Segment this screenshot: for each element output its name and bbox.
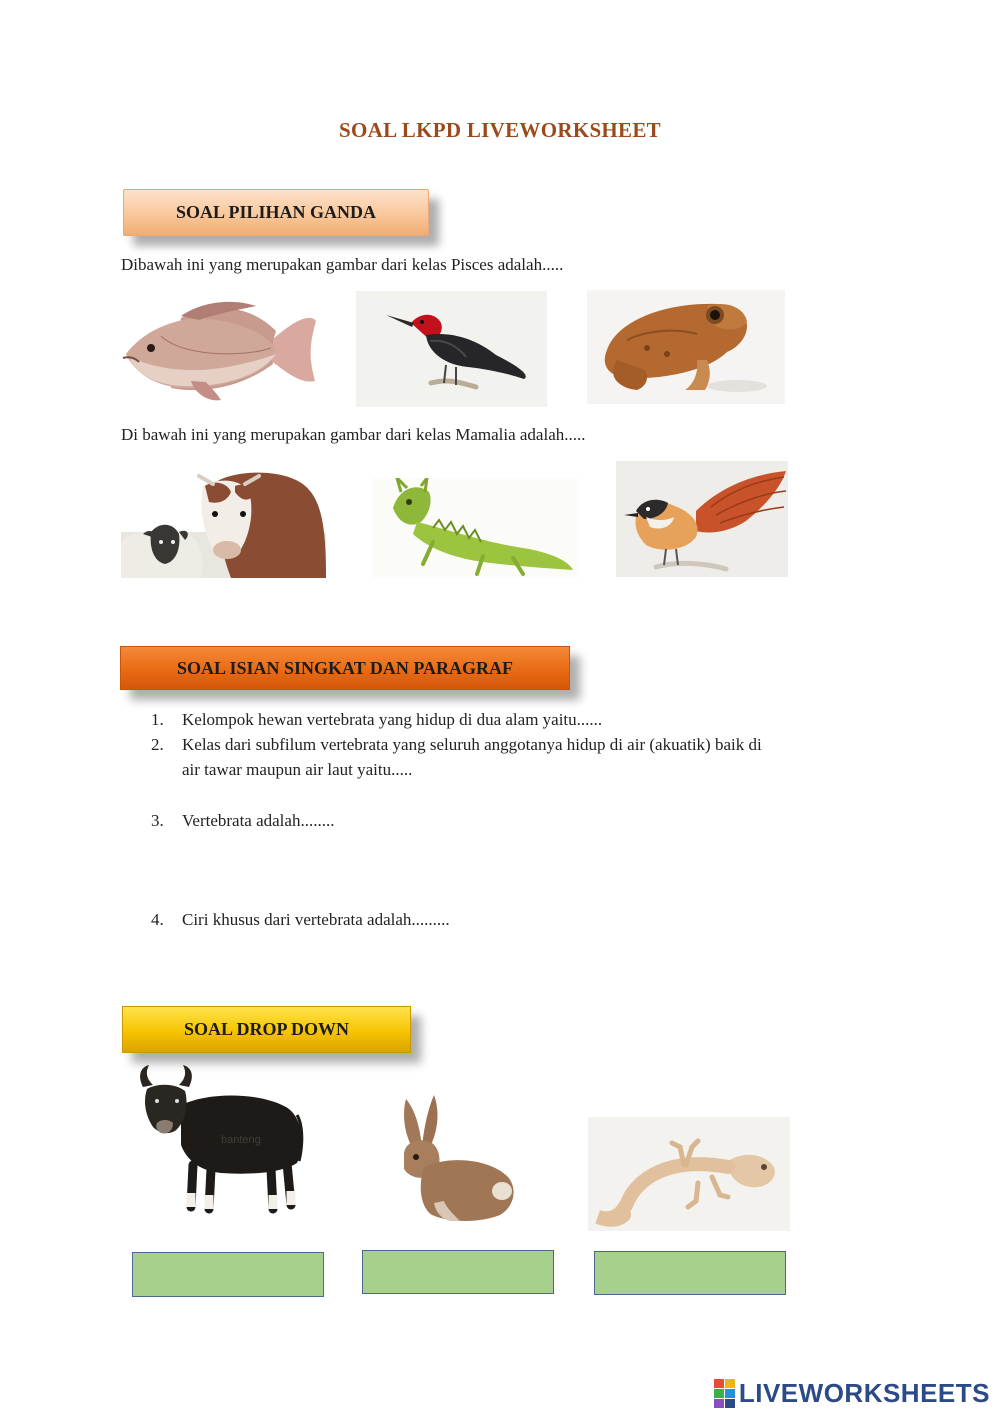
sheep-cow-image[interactable] xyxy=(121,462,326,578)
item-number: 1. xyxy=(151,710,164,729)
page-title: SOAL LKPD LIVEWORKSHEET xyxy=(339,118,661,142)
banteng-image xyxy=(131,1065,306,1217)
item-number: 2. xyxy=(151,735,164,754)
short-question-3: Vertebrata adalah........ xyxy=(182,811,335,830)
watermark-text: banteng xyxy=(221,1134,261,1146)
short-question-2-continued: air tawar maupun air laut yaitu..... xyxy=(182,760,413,779)
item-number: 3. xyxy=(151,811,164,830)
short-question-2: Kelas dari subfilum vertebrata yang seluruh anggotanya hidup di air (akuatik) baik di xyxy=(182,735,762,754)
short-question-1: Kelompok hewan vertebrata yang hidup di dua alam yaitu...... xyxy=(182,710,603,729)
frog-image[interactable] xyxy=(587,290,785,404)
logo-text: LIVEWORKSHEETS xyxy=(738,1378,990,1408)
logo-mark-icon xyxy=(714,1379,735,1408)
gecko-image xyxy=(588,1117,790,1231)
dropdown-answer-1[interactable] xyxy=(132,1252,324,1297)
question-pisces: Dibawah ini yang merupakan gambar dari kelas Pisces adalah..... xyxy=(121,255,564,274)
liveworksheets-logo xyxy=(714,1378,990,1409)
dropdown-answer-2[interactable] xyxy=(362,1250,554,1294)
rabbit-image xyxy=(380,1093,528,1226)
fantail-bird-image[interactable] xyxy=(616,461,788,577)
section-heading-drop-down: SOAL DROP DOWN xyxy=(122,1006,411,1053)
short-question-4: Ciri khusus dari vertebrata adalah......... xyxy=(182,910,450,929)
question-mamalia: Di bawah ini yang merupakan gambar dari kelas Mamalia adalah..... xyxy=(121,425,586,444)
item-number: 4. xyxy=(151,910,164,929)
dropdown-answer-3[interactable] xyxy=(594,1251,786,1295)
section-heading-short-answer: SOAL ISIAN SINGKAT DAN PARAGRAF xyxy=(120,646,570,690)
lizard-image[interactable] xyxy=(373,478,578,578)
section-heading-multiple-choice: SOAL PILIHAN GANDA xyxy=(123,189,429,236)
bird-image[interactable] xyxy=(356,291,547,407)
fish-image[interactable] xyxy=(121,296,317,404)
